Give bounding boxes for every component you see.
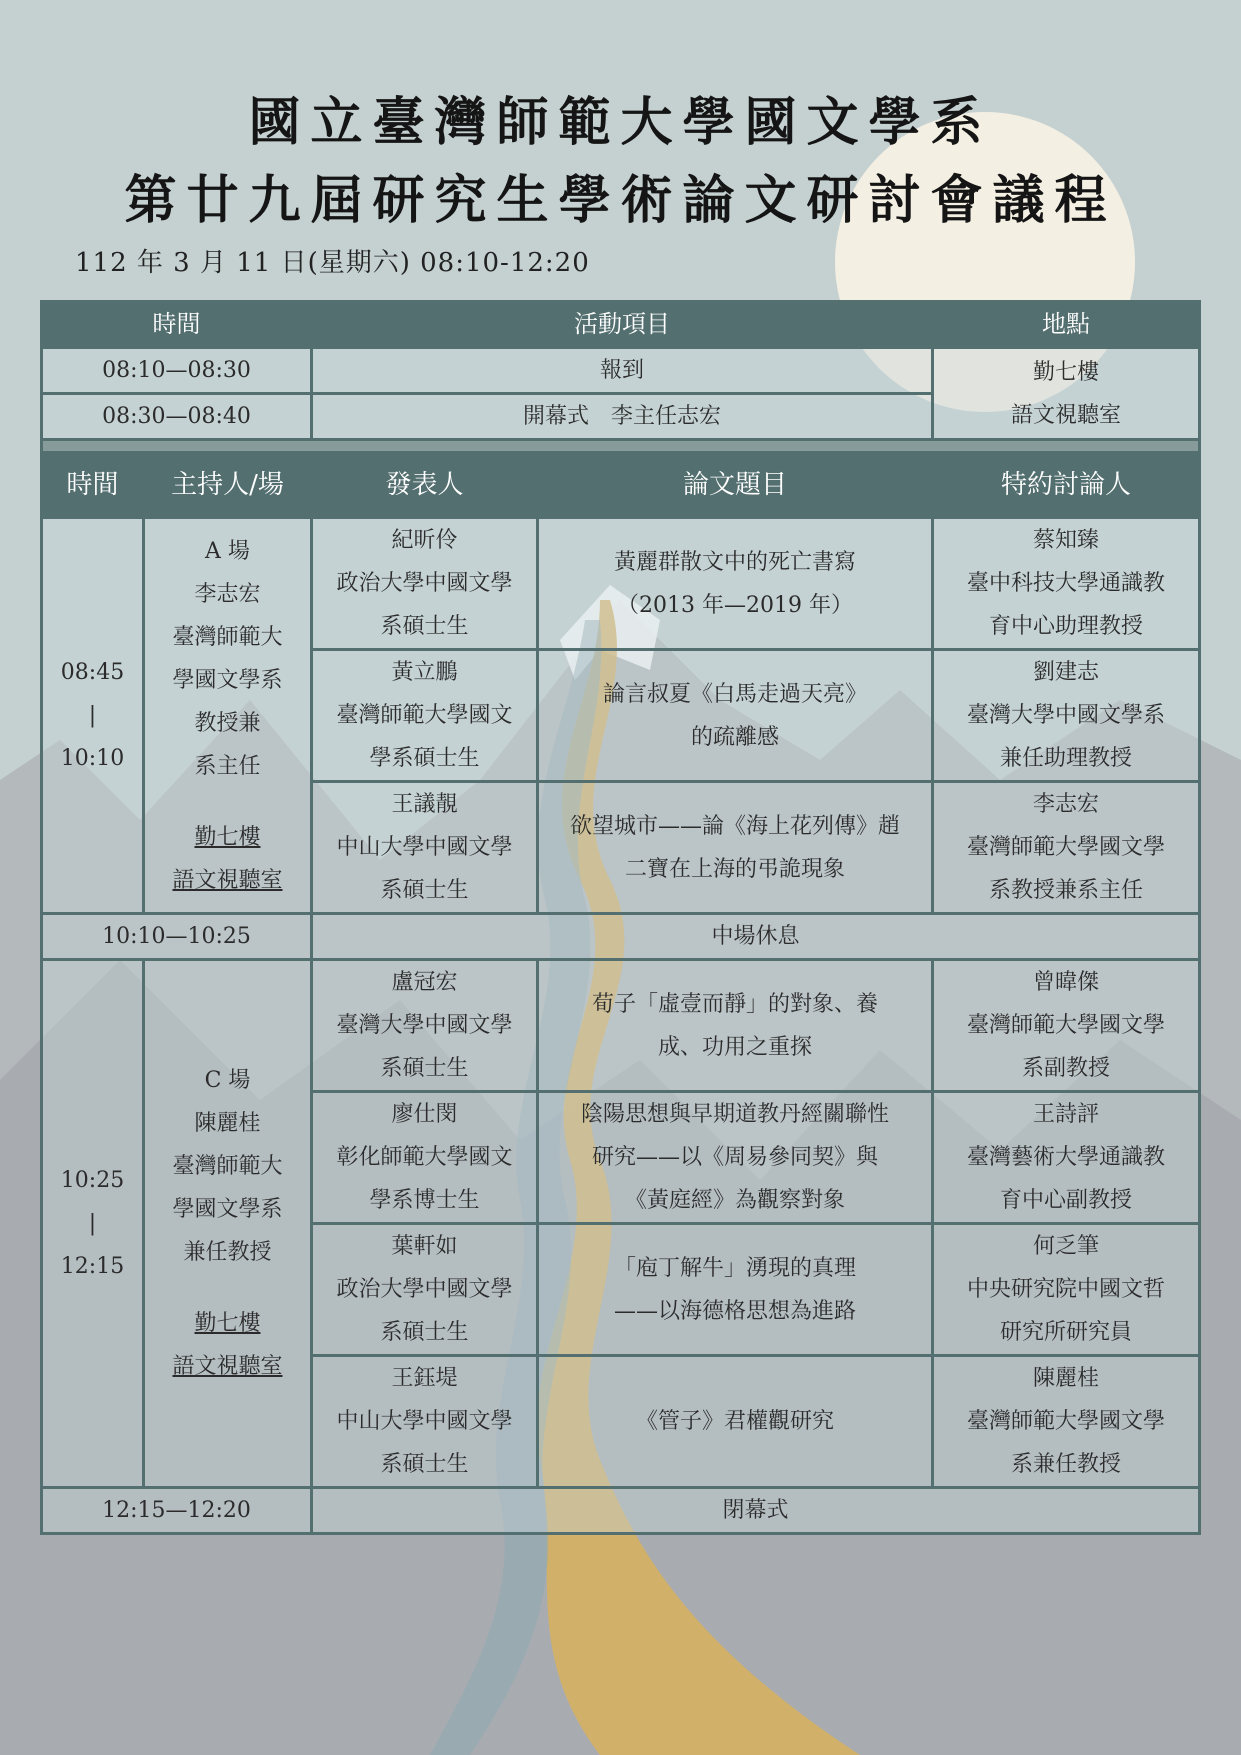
presenter-affiliation: 政治大學中國文學 [336, 571, 513, 596]
time-line: 10:25 [60, 1168, 125, 1193]
header-time: 時間 [42, 302, 312, 348]
presenter-cell [312, 1224, 538, 1356]
presenter-affiliation: 臺灣師範大學國文 [336, 703, 513, 728]
presenter-affiliation: 系碩士生 [380, 614, 469, 639]
presenter-affiliation: 臺灣大學中國文學 [336, 1013, 513, 1038]
host-line: 陳麗桂 [194, 1111, 261, 1136]
host-line: 臺灣師範大 [172, 1154, 283, 1179]
opening-time: 08:30—08:40 [42, 394, 312, 440]
presenter-affiliation: 系碩士生 [380, 1320, 469, 1345]
location-line: 勤七樓 [1032, 359, 1099, 385]
paper-title-cell [538, 960, 933, 1092]
presenter-affiliation: 系碩士生 [380, 1056, 469, 1081]
discussant-cell [933, 782, 1200, 914]
top-header-row [42, 302, 1200, 348]
table-gap [42, 440, 1200, 453]
paper-title-cell [538, 650, 933, 782]
discussant-cell [933, 1356, 1200, 1488]
main-header-row [42, 453, 1200, 518]
discussant-name: 王詩評 [1032, 1102, 1099, 1127]
gap-cell [42, 440, 1200, 453]
presenter-name: 盧冠宏 [391, 970, 458, 995]
room-line: 語文視聽室 [172, 867, 283, 893]
table-row [42, 960, 1200, 1092]
paper-title-line: （2013 年—2019 年） [617, 592, 853, 618]
session-c-host [144, 960, 312, 1488]
break-row [42, 914, 1200, 960]
table-row [42, 348, 1200, 394]
discussant-cell [933, 518, 1200, 650]
event-date: 112 年 3 月 11 日(星期六) 08:10-12:20 [75, 248, 590, 278]
location-line: 語文視聽室 [1010, 402, 1121, 428]
discussant-affiliation: 臺灣藝術大學通識教 [966, 1145, 1165, 1170]
paper-title-cell [538, 1092, 933, 1224]
discussant-affiliation: 臺中科技大學通識教 [966, 571, 1165, 596]
presenter-cell [312, 782, 538, 914]
spacer [151, 788, 304, 816]
discussant-affiliation: 育中心助理教授 [988, 614, 1143, 639]
registration-time: 08:10—08:30 [42, 348, 312, 394]
table-row [42, 518, 1200, 650]
closing-label: 閉幕式 [312, 1488, 1200, 1534]
host-line: 教授兼 [194, 710, 261, 736]
time-line: | [88, 703, 97, 728]
closing-time: 12:15—12:20 [42, 1488, 312, 1534]
session-c-time [42, 960, 144, 1488]
time-line: 08:45 [60, 660, 125, 685]
discussant-affiliation: 臺灣大學中國文學系 [966, 703, 1165, 728]
session-a-host [144, 518, 312, 914]
host-line: 兼任教授 [183, 1240, 272, 1265]
paper-title-cell [538, 1356, 933, 1488]
host-line: 系主任 [194, 753, 261, 779]
header-host: 主持人/場 [144, 453, 312, 518]
paper-title-line: ——以海德格思想為進路 [613, 1298, 856, 1324]
header-activity: 活動項目 [312, 302, 933, 348]
host-line: 學國文學系 [172, 667, 283, 693]
discussant-name: 蔡知臻 [1032, 528, 1099, 553]
paper-title-line: 研究——以《周易參同契》與 [591, 1145, 878, 1170]
paper-title-line: 欲望城市——論《海上花列傳》趙 [569, 813, 900, 839]
presenter-name: 黃立鵬 [391, 660, 458, 685]
header-time: 時間 [42, 453, 144, 518]
discussant-affiliation: 臺灣師範大學國文學 [966, 1013, 1165, 1038]
presenter-cell [312, 1092, 538, 1224]
host-line: 學國文學系 [172, 1197, 283, 1222]
presenter-affiliation: 學系碩士生 [369, 746, 480, 771]
presenter-affiliation: 學系博士生 [369, 1188, 480, 1213]
discussant-name: 李志宏 [1032, 792, 1099, 817]
discussant-cell [933, 1092, 1200, 1224]
paper-title-line: 黃麗群散文中的死亡書寫 [613, 549, 856, 575]
discussant-name: 劉建志 [1032, 660, 1099, 685]
discussant-affiliation: 臺灣師範大學國文學 [966, 835, 1165, 860]
paper-title-cell [538, 1224, 933, 1356]
paper-title-line: 「庖丁解牛」湧現的真理 [613, 1255, 856, 1281]
presenter-affiliation: 政治大學中國文學 [336, 1277, 513, 1302]
time-line: 12:15 [60, 1254, 125, 1279]
closing-row [42, 1488, 1200, 1534]
discussant-affiliation: 兼任助理教授 [999, 746, 1132, 771]
discussant-name: 曾暐傑 [1032, 970, 1099, 995]
presenter-affiliation: 中山大學中國文學 [336, 1409, 513, 1434]
paper-title-line: 論言叔夏《白馬走過天亮》 [602, 681, 867, 707]
header-discussant: 特約討論人 [933, 453, 1200, 518]
presenter-name: 王議靚 [391, 792, 458, 817]
room-line: 勤七樓 [194, 824, 261, 850]
discussant-name: 何乏筆 [1032, 1234, 1099, 1259]
presenter-affiliation: 彰化師範大學國文 [336, 1145, 513, 1170]
room-line: 勤七樓 [194, 1311, 261, 1336]
discussant-cell [933, 650, 1200, 782]
paper-title-line: 《黃庭經》為觀察對象 [624, 1188, 845, 1213]
paper-title-line: 二寶在上海的弔詭現象 [624, 856, 845, 882]
host-line: 李志宏 [194, 581, 261, 607]
break-label: 中場休息 [312, 914, 1200, 960]
presenter-cell [312, 650, 538, 782]
discussant-cell [933, 1224, 1200, 1356]
page-subtitle: 第廿九屆研究生學術論文研討會議程 [124, 170, 1117, 231]
presenter-affiliation: 中山大學中國文學 [336, 835, 513, 860]
host-line: A 場 [205, 538, 250, 564]
paper-title-line: 成、功用之重探 [657, 1034, 812, 1060]
break-time: 10:10—10:25 [42, 914, 312, 960]
discussant-cell [933, 960, 1200, 1092]
presenter-name: 紀昕伶 [391, 528, 458, 553]
session-a-time [42, 518, 144, 914]
page-title: 國立臺灣師範大學國文學系 [248, 92, 993, 153]
presenter-cell [312, 518, 538, 650]
room-line: 語文視聽室 [172, 1354, 283, 1379]
paper-title-line: 的疏離感 [690, 724, 779, 750]
presenter-cell [312, 1356, 538, 1488]
registration-item: 報到 [312, 348, 933, 394]
presenter-name: 王鈺堤 [391, 1366, 458, 1391]
header-paper-title: 論文題目 [538, 453, 933, 518]
paper-title-line: 荀子「虛壹而靜」的對象、養 [591, 991, 878, 1017]
opening-item: 開幕式 李主任志宏 [312, 394, 933, 440]
presenter-affiliation: 系碩士生 [380, 1452, 469, 1477]
discussant-affiliation: 系副教授 [1021, 1056, 1110, 1081]
header-location: 地點 [933, 302, 1200, 348]
host-line: 臺灣師範大 [172, 624, 283, 650]
time-line: | [88, 1211, 97, 1236]
paper-title-line: 《管子》君權觀研究 [635, 1409, 834, 1434]
host-line: C 場 [204, 1068, 251, 1093]
header-presenter: 發表人 [312, 453, 538, 518]
discussant-affiliation: 系教授兼系主任 [988, 878, 1143, 903]
presenter-cell [312, 960, 538, 1092]
presenter-name: 廖仕閔 [391, 1102, 458, 1127]
time-line: 10:10 [60, 746, 125, 771]
discussant-affiliation: 育中心副教授 [999, 1188, 1132, 1213]
paper-title-cell [538, 518, 933, 650]
presenter-affiliation: 系碩士生 [380, 878, 469, 903]
discussant-name: 陳麗桂 [1032, 1366, 1099, 1391]
spacer [151, 1274, 304, 1302]
discussant-affiliation: 臺灣師範大學國文學 [966, 1409, 1165, 1434]
presenter-name: 葉軒如 [391, 1234, 458, 1259]
agenda-table [40, 300, 1201, 1535]
paper-title-cell [538, 782, 933, 914]
paper-title-line: 陰陽思想與早期道教丹經關聯性 [580, 1102, 889, 1127]
discussant-affiliation: 中央研究院中國文哲 [966, 1277, 1165, 1302]
top-location [933, 348, 1200, 440]
discussant-affiliation: 系兼任教授 [1010, 1452, 1121, 1477]
discussant-affiliation: 研究所研究員 [999, 1320, 1132, 1345]
